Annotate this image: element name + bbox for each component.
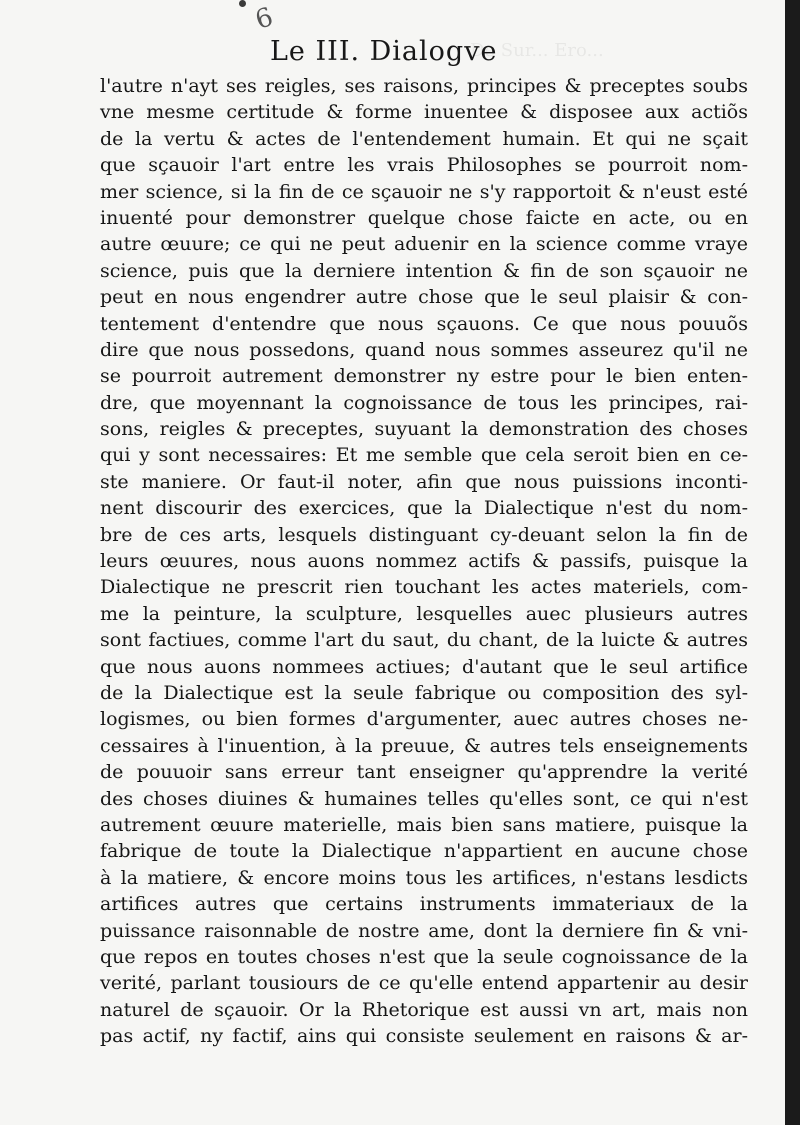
text-line: dire que nous possedons, quand nous sommes asseurez qu'il ne	[100, 338, 748, 361]
text-line: de la vertu & actes de l'entendement humain. Et qui ne sçait	[100, 127, 748, 150]
text-line: cessaires à l'inuention, à la preuue, & autres tels enseignements	[100, 734, 748, 757]
text-line: à la matiere, & encore moins tous les artifices, n'estans lesdicts	[100, 866, 748, 889]
text-line: que sçauoir l'art entre les vrais Philosophes se pourroit nom-	[100, 154, 748, 177]
text-line: puissance raisonnable de nostre ame, dont la derniere fin & vni-	[100, 919, 748, 942]
text-line: autre œuure; ce qui ne peut aduenir en la science comme vraye	[100, 233, 748, 256]
text-line: dre, que moyennant la cognoissance de tous les principes, rai-	[100, 391, 748, 414]
text-line: leurs œuures, nous auons nommez actifs & passifs, puisque la	[100, 550, 748, 573]
text-line: de la Dialectique est la seule fabrique ou composition des syl-	[100, 681, 748, 704]
page-edge	[785, 0, 800, 1125]
text-line: naturel de sçauoir. Or la Rhetorique est aussi vn art, mais non	[100, 998, 748, 1021]
text-line: Dialectique ne prescrit rien touchant les actes materiels, com-	[100, 576, 748, 599]
text-line: qui y sont necessaires: Et me semble que cela seroit bien en ce-	[100, 444, 748, 467]
text-line: ste maniere. Or faut-il noter, afin que nous puissions inconti-	[100, 470, 748, 493]
handwritten-mark: 6	[251, 2, 277, 36]
text-line: sont factiues, comme l'art du saut, du chant, de la luicte & autres	[100, 629, 748, 652]
text-line: tentement d'entendre que nous sçauons. Ce que nous pouuõs	[100, 312, 748, 335]
text-line: mer science, si la fin de ce sçauoir ne s'y rapportoit & n'eust esté	[100, 180, 748, 203]
text-line: se pourroit autrement demonstrer ny estre pour le bien enten-	[100, 365, 748, 388]
text-line: des choses diuines & humaines telles qu'elles sont, ce qui n'est	[100, 787, 748, 810]
text-line: que nous auons nommees actiues; d'autant que le seul artifice	[100, 655, 748, 678]
text-line: me la peinture, la sculpture, lesquelles auec plusieurs autres	[100, 602, 748, 625]
text-line: pas actif, ny factif, ains qui consiste seulement en raisons & ar-	[100, 1025, 748, 1048]
running-header: Le III. Dialogve	[270, 36, 498, 67]
text-line: bre de ces arts, lesquels distinguant cy-deuant selon la fin de	[100, 523, 748, 546]
text-line: peut en nous engendrer autre chose que le seul plaisir & con-	[100, 286, 748, 309]
text-line: que repos en toutes choses n'est que la seule cognoissance de la	[100, 945, 748, 968]
text-line: vne mesme certitude & forme inuentee & disposee aux actiõs	[100, 101, 748, 124]
text-line: inuenté pour demonstrer quelque chose faicte en acte, ou en	[100, 206, 748, 229]
text-line: l'autre n'ayt ses reigles, ses raisons, principes & preceptes soubs	[100, 75, 748, 97]
text-line: de pouuoir sans erreur tant enseigner qu'apprendre la verité	[100, 761, 748, 784]
text-line: fabrique de toute la Dialectique n'appartient en aucune chose	[100, 840, 748, 863]
body-text	[100, 73, 748, 1049]
text-line: logismes, ou bien formes d'argumenter, auec autres choses ne-	[100, 708, 748, 731]
text-line: artifices autres que certains instruments immateriaux de la	[100, 893, 748, 916]
text-line: nent discourir des exercices, que la Dialectique n'est du nom-	[100, 497, 748, 520]
text-line: autrement œuure materielle, mais bien sans matiere, puisque la	[100, 813, 748, 836]
text-line: science, puis que la derniere intention & fin de son sçauoir ne	[100, 259, 748, 282]
ink-dot	[239, 0, 246, 7]
text-line: sons, reigles & preceptes, suyuant la demonstration des choses	[100, 418, 748, 441]
bleed-through-text: De Sur... Ero...	[470, 40, 604, 61]
text-line: verité, parlant tousiours de ce qu'elle entend appartenir au desir	[100, 972, 748, 995]
